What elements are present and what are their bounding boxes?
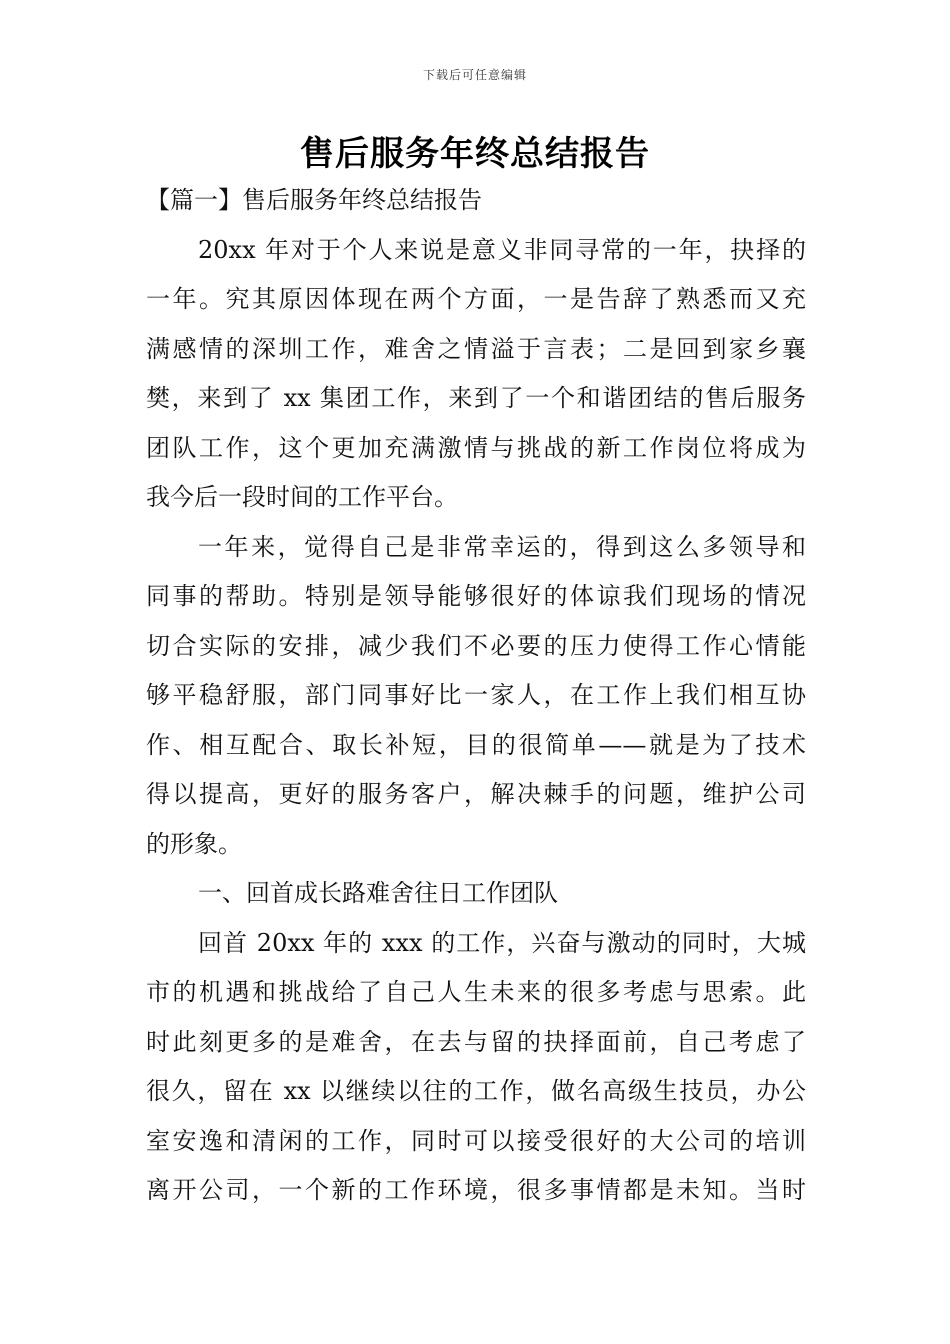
paragraph-2 [146,523,806,870]
paragraph-line: 一年来，觉得自己是非常幸运的，得到这么多领导和 [198,532,806,561]
paragraph-line: 团队工作，这个更加充满激情与挑战的新工作岗位将成为 [146,433,806,462]
paragraph-3 [146,919,806,1216]
paragraph-line: 一年。究其原因体现在两个方面，一是告辞了熟悉而又充 [146,285,806,313]
paragraph-line: 切合实际的安排，减少我们不必要的压力使得工作心情能 [146,631,806,660]
paragraph-line: 得以提高，更好的服务客户，解决棘手的问题，维护公司 [146,780,806,808]
paragraph-line: 很久，留在 xx 以继续以往的工作，做名高级生技员，办公 [146,1077,806,1105]
paragraph-line: 樊，来到了 xx 集团工作，来到了一个和谐团结的售后服务 [146,384,806,412]
document-title: 售后服务年终总结报告 [300,134,650,174]
paragraph-line: 20xx 年对于个人来说是意义非同寻常的一年，抉择的 [198,235,806,264]
paragraph-line: 离开公司，一个新的工作环境，很多事情都是未知。当时 [146,1176,806,1204]
subheading: 一、回首成长路难舍往日工作团队 [198,879,558,907]
section-heading: 【篇一】售后服务年终总结报告 [146,186,482,214]
paragraph-line: 作、相互配合、取长补短，目的很简单——就是为了技术 [146,730,806,759]
paragraph-line: 同事的帮助。特别是领导能够很好的体谅我们现场的情况 [146,582,806,610]
paragraph-line: 够平稳舒服，部门同事好比一家人，在工作上我们相互协 [146,681,806,709]
paragraph-1 [146,226,806,523]
paragraph-line: 我今后一段时间的工作平台。 [146,483,458,511]
paragraph-line: 时此刻更多的是难舍，在去与留的抉择面前，自己考虑了 [146,1027,806,1056]
paragraph-line: 室安逸和清闲的工作，同时可以接受很好的大公司的培训 [146,1126,806,1155]
paragraph-line: 回首 20xx 年的 xxx 的工作，兴奋与激动的同时，大城 [198,928,806,957]
paragraph-line: 满感情的深圳工作，难舍之情溢于言表；二是回到家乡襄 [146,334,806,363]
paragraph-line: 市的机遇和挑战给了自己人生未来的很多考虑与思索。此 [146,978,806,1006]
header-note: 下载后可任意编辑 [422,68,527,82]
document-body [146,176,806,1216]
paragraph-line: 的形象。 [146,829,242,858]
